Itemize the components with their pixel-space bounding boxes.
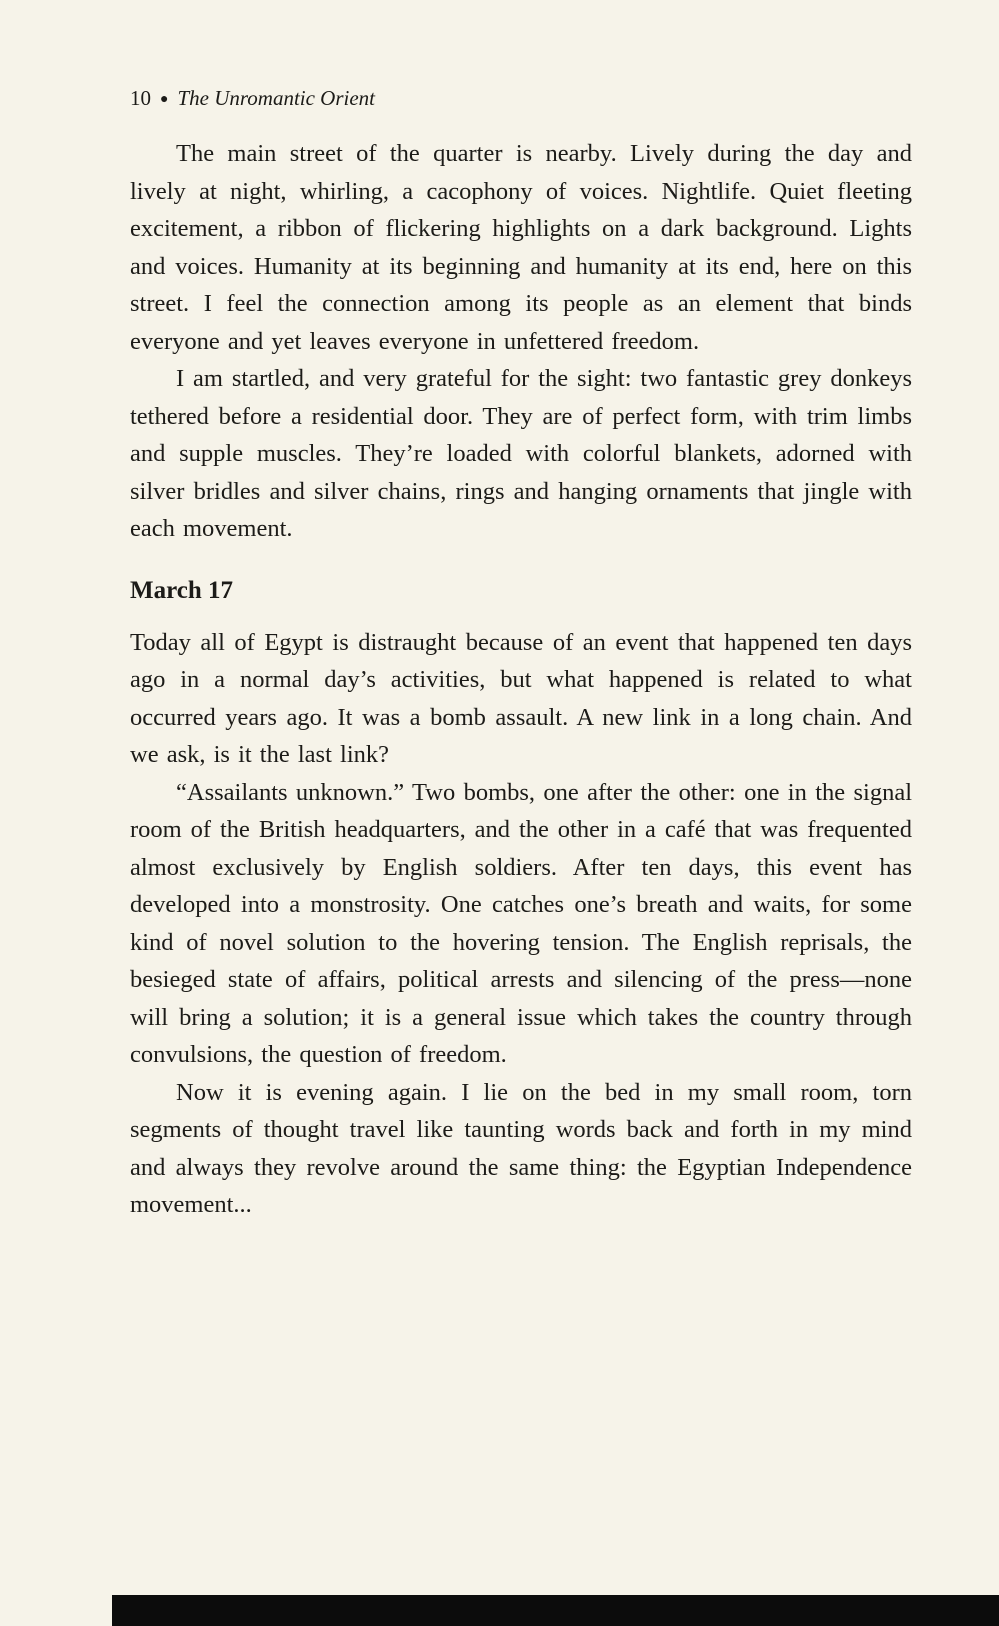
section-heading: March 17 (130, 576, 233, 604)
paragraph: I am startled, and very grateful for the sight: two fantastic grey donkeys tethered before a residential door. They are of perfect form, with trim limbs and supple muscles. They’re loaded with colorful blankets, adorned with silver bridles and silver chains, rings and hanging ornaments that jingle with each movement. (130, 365, 912, 542)
paragraph: Now it is evening again. I lie on the bed in my small room, torn segments of thought travel like taunting words back and forth in my mind and always they revolve around the same thing: the Egyptian Independence movement... (130, 1078, 912, 1218)
page-header (130, 86, 912, 111)
page-body (130, 135, 912, 1224)
page-number: 10 (130, 86, 151, 110)
book-page (130, 86, 912, 1224)
running-title: The Unromantic Orient (177, 86, 376, 110)
scan-edge-artifact (112, 1595, 999, 1626)
paragraph: The main street of the quarter is nearby. Lively during the day and lively at night, whirling, a cacophony of voices. Nightlife. Quiet fleeting excitement, a ribbon of flickering highlights on a dark background. Lights and voices. Humanity at its beginning and humanity at its end, here on this street. I feel the connection among its people as an element that binds everyone and yet leaves everyone in unfettered freedom. (130, 140, 912, 355)
paragraph: “Assailants unknown.” Two bombs, one after the other: one in the signal room of the British headquarters, and the other in a café that was frequented almost exclusively by English soldiers. After ten days, this event has developed into a monstrosity. One catches one’s breath and waits, for some kind of novel solution to the hovering tension. The English reprisals, the besieged state of affairs, political arrests and silencing of the press—none will bring a solution; it is a general issue which takes the country through convulsions, the question of freedom. (130, 778, 912, 1068)
paragraph: Today all of Egypt is distraught because of an event that happened ten days ago in a normal day’s activities, but what happened is related to what occurred years ago. It was a bomb assault. A new link in a long chain. And we ask, is it the last link? (130, 628, 912, 768)
bullet-icon: ● (160, 92, 169, 107)
